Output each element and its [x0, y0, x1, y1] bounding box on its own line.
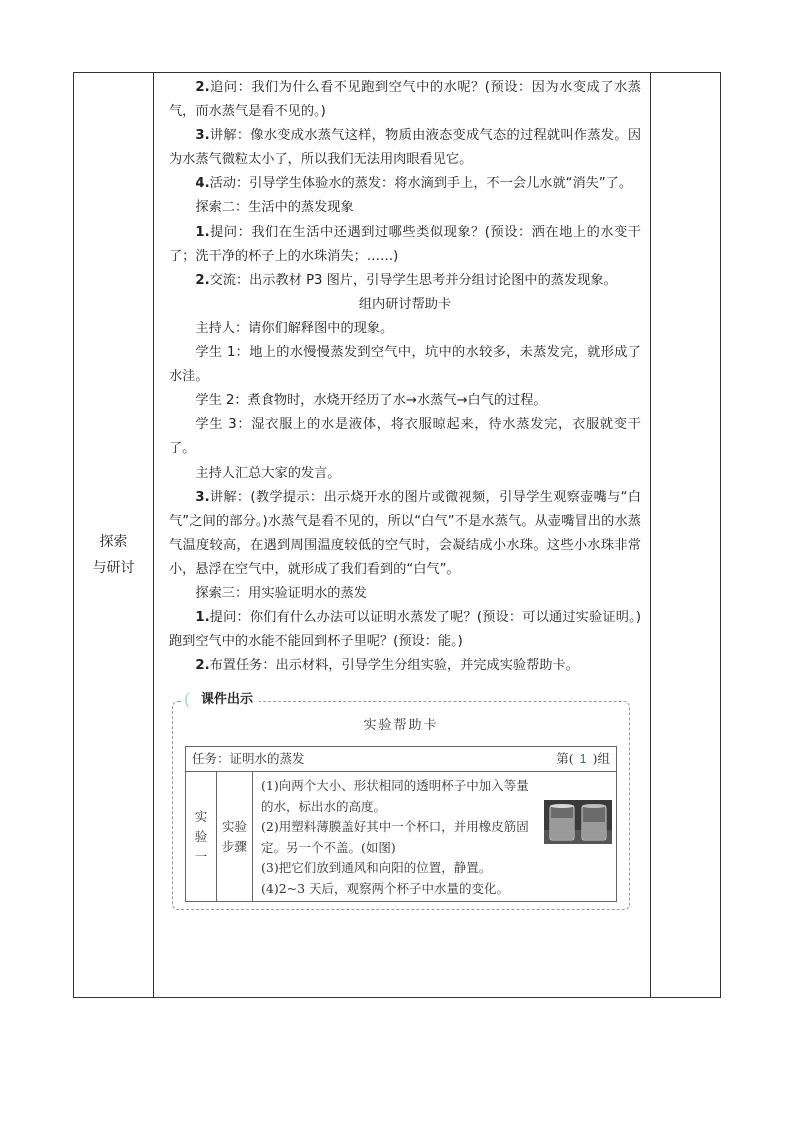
steps-label: 实验 步骤: [217, 772, 253, 902]
experiment-table: [185, 746, 617, 902]
paragraph: 1.提问：我们在生活中还遇到过哪些类似现象？(预设：洒在地上的水变干了；洗干净的杯子上的水珠消失；……): [169, 224, 641, 264]
dialogue-line: 主持人：请你们解释图中的现象。: [195, 320, 394, 336]
dialogue-line: 主持人汇总大家的发言。: [195, 465, 341, 481]
section-heading: 探索二：生活中的蒸发现象: [195, 200, 354, 216]
section-heading: 探索三：用实验证明水的蒸发: [195, 585, 367, 601]
section-label-line2: 与研讨: [92, 560, 135, 576]
group-number: 第( 1 )组: [556, 751, 610, 767]
paragraph: 2.追问：我们为什么看不见跑到空气中的水呢？(预设：因为水变成了水蒸气，而水蒸气是看不见的。): [169, 80, 641, 120]
step-item: (1)向两个大小、形状相同的透明杯子中加入等量的水，标出水的高度。: [261, 778, 529, 814]
dialogue-line: 学生 1：地上的水慢慢蒸发到空气中，坑中的水较多，未蒸发完，就形成了水洼。: [169, 345, 641, 385]
two-cups-photo: [544, 800, 612, 844]
section-label-line1: 探索: [99, 534, 128, 550]
experiment-one-label: 实 验 一: [186, 772, 217, 902]
help-card-title: 组内研讨帮助卡: [358, 296, 452, 312]
step-item: (3)把它们放到通风和向阳的位置，静置。: [261, 860, 492, 876]
content-cell: [154, 73, 651, 998]
dialogue-line: 学生 3：湿衣服上的水是液体，将衣服晾起来，待水蒸发完，衣服就变干了。: [169, 417, 641, 457]
paragraph: 1.提问：你们有什么办法可以证明水蒸发了呢？(预设：可以通过实验证明。)跑到空气中的水能不能回到杯子里呢？(预设：能。): [169, 610, 642, 650]
section-label-cell: [74, 73, 154, 998]
notes-cell: [651, 73, 721, 998]
steps-cell: [253, 772, 617, 902]
task-text: 任务：证明水的蒸发: [192, 751, 305, 767]
task-row: [186, 747, 617, 772]
lesson-plan-table: [73, 72, 721, 998]
paragraph: 3.讲解：(教学提示：出示烧开水的图片或微视频，引导学生观察壶嘴与“白气”之间的部分。)水蒸气是看不见的，所以“白气”不是水蒸气。从壶嘴冒出的水蒸气温度较高，在遇到周围温度较低的空气时，会凝结成小水珠。这些小水珠非常小，悬浮在空气中，就形成了我们看到的“白气”。: [169, 489, 641, 577]
paragraph: 2.布置任务：出示材料，引导学生分组实验，并完成实验帮助卡。: [195, 658, 579, 674]
experiment-card-title: 实验帮助卡: [363, 718, 439, 734]
step-item: (2)用塑料薄膜盖好其中一个杯口，并用橡皮筋固定。另一个不盖。(如图): [261, 819, 529, 855]
paragraph: 3.讲解：像水变成水蒸气这样，物质由液态变成气态的过程就叫作蒸发。因为水蒸气微粒太小了，所以我们无法用肉眼看见它。: [169, 128, 642, 168]
paragraph: 4.活动：引导学生体验水的蒸发：将水滴到手上，不一会儿水就“消失”了。: [195, 176, 633, 192]
step-item: (4)2~3 天后，观察两个杯子中水量的变化。: [261, 880, 510, 896]
dialogue-line: 学生 2：煮食物时，水烧开经历了水→水蒸气→白气的过程。: [195, 393, 547, 409]
tab-curve-icon: [185, 691, 199, 709]
courseware-tab: 课件出示: [183, 690, 259, 710]
paragraph: 2.交流：出示教材 P3 图片，引导学生思考并分组讨论图中的蒸发现象。: [195, 272, 617, 288]
courseware-card: [172, 692, 630, 910]
